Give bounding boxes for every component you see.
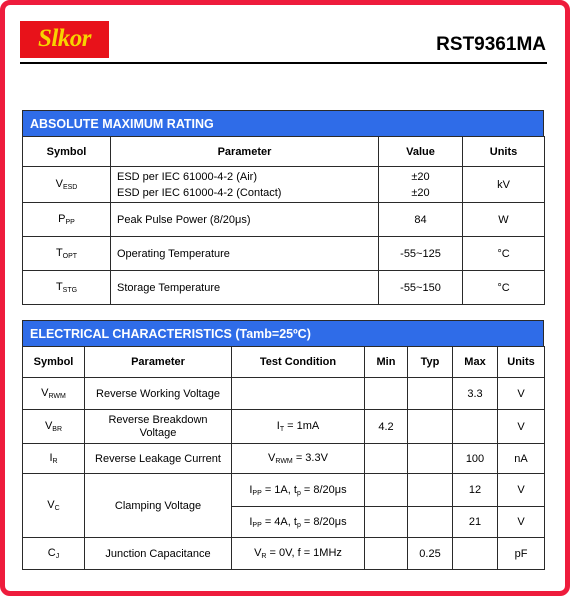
parameter-cell: Storage Temperature <box>111 271 379 305</box>
unit-cell: V <box>498 474 545 507</box>
table-row <box>23 237 545 271</box>
elec-char-section <box>22 320 544 570</box>
abs-max-title: ABSOLUTE MAXIMUM RATING <box>22 110 544 136</box>
unit-cell: °C <box>463 237 545 271</box>
max-cell: 100 <box>453 444 498 474</box>
typ-cell <box>408 378 453 410</box>
max-cell: 12 <box>453 474 498 507</box>
unit-cell: °C <box>463 271 545 305</box>
parameter-cell: Reverse Breakdown Voltage <box>85 410 232 444</box>
parameter-cell: Reverse Working Voltage <box>85 378 232 410</box>
col-header: Units <box>463 137 545 167</box>
value-cell: 84 <box>379 203 463 237</box>
symbol-cell: $T_{STG}$ <box>23 271 111 305</box>
table-row <box>23 444 545 474</box>
unit-cell: kV <box>463 167 545 203</box>
typ-cell <box>408 474 453 507</box>
condition-cell <box>232 378 365 410</box>
table-header-row <box>23 137 545 167</box>
col-header: Typ <box>408 347 453 378</box>
table-row <box>23 203 545 237</box>
typ-cell: 0.25 <box>408 538 453 570</box>
symbol-cell: $V_{RWM}$ <box>23 378 85 410</box>
min-cell <box>365 538 408 570</box>
table-row <box>23 474 545 507</box>
table-row <box>23 538 545 570</box>
col-header: Test Condition <box>232 347 365 378</box>
symbol-cell: $V_C$ <box>23 474 85 538</box>
value-cell: -55~125 <box>379 237 463 271</box>
condition-cell: $I_{PP} = 4A$, $t_p = 8/20\mu s$ <box>232 507 365 538</box>
symbol-cell: $P_{PP}$ <box>23 203 111 237</box>
max-cell <box>453 410 498 444</box>
typ-cell <box>408 444 453 474</box>
col-header: Min <box>365 347 408 378</box>
min-cell: 4.2 <box>365 410 408 444</box>
table-row <box>23 271 545 305</box>
logo-text: Slkor <box>37 25 92 52</box>
condition-cell: $V_R = 0V$, f = 1MHz <box>232 538 365 570</box>
unit-cell: nA <box>498 444 545 474</box>
condition-cell: $I_{PP} = 1A$, $t_p = 8/20\mu s$ <box>232 474 365 507</box>
symbol-cell: $T_{OPT}$ <box>23 237 111 271</box>
min-cell <box>365 444 408 474</box>
symbol-cell: $V_{ESD}$ <box>23 167 111 203</box>
parameter-cell: Peak Pulse Power (8/20μs) <box>111 203 379 237</box>
col-header: Parameter <box>85 347 232 378</box>
parameter-cell: Operating Temperature <box>111 237 379 271</box>
table-row <box>23 378 545 410</box>
table-row <box>23 167 545 203</box>
elec-char-title: ELECTRICAL CHARACTERISTICS (Tamb=25ºC) <box>22 320 544 346</box>
symbol-cell: $I_R$ <box>23 444 85 474</box>
max-cell: 3.3 <box>453 378 498 410</box>
condition-cell: $I_T = 1mA$ <box>232 410 365 444</box>
part-number: RST9361MA <box>436 34 546 55</box>
parameter-cell: Clamping Voltage <box>85 474 232 538</box>
abs-max-section <box>22 110 544 305</box>
col-header: Units <box>498 347 545 378</box>
col-header: Symbol <box>23 347 85 378</box>
col-header: Symbol <box>23 137 111 167</box>
typ-cell <box>408 507 453 538</box>
symbol-cell: $V_{BR}$ <box>23 410 85 444</box>
abs-max-table <box>22 136 545 305</box>
max-cell <box>453 538 498 570</box>
header-divider <box>20 62 547 64</box>
table-row <box>23 410 545 444</box>
unit-cell: V <box>498 410 545 444</box>
col-header: Parameter <box>111 137 379 167</box>
brand-logo <box>20 21 109 58</box>
unit-cell: V <box>498 378 545 410</box>
unit-cell: W <box>463 203 545 237</box>
value-cell: ±20 ±20 <box>379 167 463 203</box>
min-cell <box>365 378 408 410</box>
condition-cell: $V_{RWM} = 3.3V$ <box>232 444 365 474</box>
parameter-cell: ESD per IEC 61000-4-2 (Air) ESD per IEC 61000-4-2 (Contact) <box>111 167 379 203</box>
symbol-cell: $C_J$ <box>23 538 85 570</box>
value-cell: -55~150 <box>379 271 463 305</box>
unit-cell: V <box>498 507 545 538</box>
min-cell <box>365 474 408 507</box>
parameter-cell: Reverse Leakage Current <box>85 444 232 474</box>
max-cell: 21 <box>453 507 498 538</box>
parameter-cell: Junction Capacitance <box>85 538 232 570</box>
min-cell <box>365 507 408 538</box>
elec-char-table <box>22 346 545 570</box>
typ-cell <box>408 410 453 444</box>
col-header: Max <box>453 347 498 378</box>
unit-cell: pF <box>498 538 545 570</box>
table-header-row <box>23 347 545 378</box>
col-header: Value <box>379 137 463 167</box>
